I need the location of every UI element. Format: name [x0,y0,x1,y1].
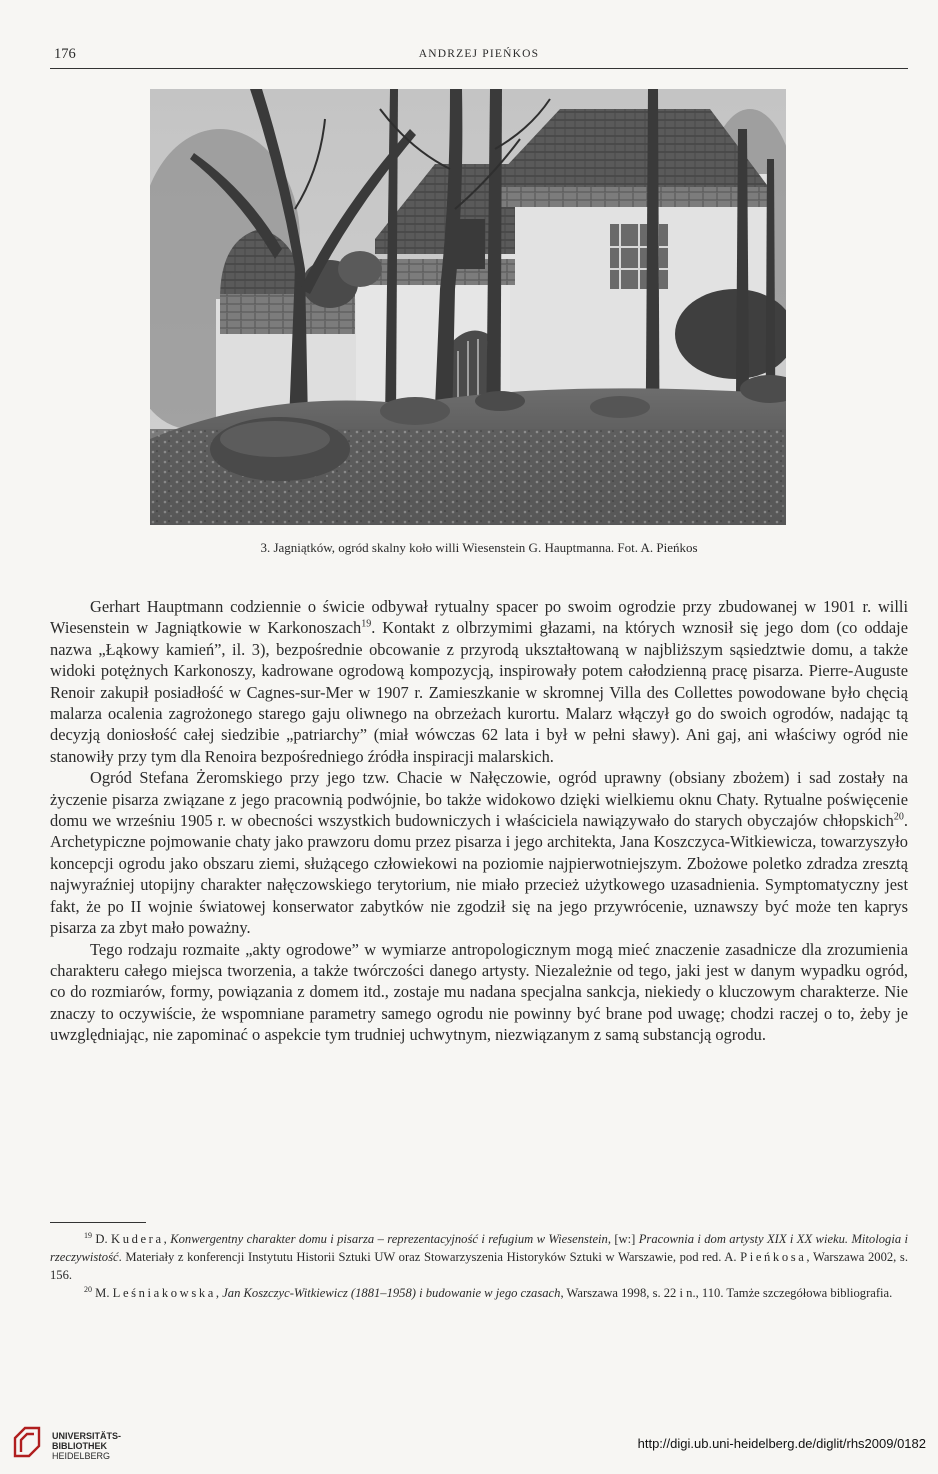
footnote: $^{19}$ D. Kudera, Konwergentny charakter domu i pisarza – reprezentacyjność i refugium w Wiesenstein, [w:] Pracownia i dom artysty XIX i XX wieku. Mitologia i rzeczywistość. Materiały z konferencji Instytutu Historii Sztuki UW oraz Stowarzyszenia Historyków Sztuki w Warszawie, pod red. A. Pieńkosa, Warszawa 2002, s. 156. [50,1230,908,1282]
page-number: 176 [54,46,76,62]
author-name: Leśniakowska [112,1286,216,1300]
footnote-number: 19 [84,1230,92,1240]
header-rule [50,68,908,69]
text-span: D. [95,1232,111,1246]
library-name-line: HEIDELBERG [52,1451,111,1461]
text-span: , [215,1286,223,1300]
library-name-line: BIBLIOTHEK [52,1441,107,1451]
text-span: . Kontakt z olbrzymimi głazami, na których wznosił się jego dom (co oddaje nazwa „Łąkowy kamień”, il. 3), bezpośrednie obcowanie z przyrodą ukształtowaną w najbliższym sąsiedztwie domu, a także widoki potężnych Karkonoszy, kadrowane ogrodową kompozycją, inspirowały potem całodzienną pracę pisarza. Pierre-Auguste Renoir zakupił posiadłość w Cagnes-sur-Mer w 1907 r. Zamieszkanie w skromnej Villa des Collettes powodowane było chęcią malarza ocalenia zagrożonego starego gaju oliwnego na obrzeżach kurortu. Malarz włączył go do swoich ogrodów, nadając tą decyzją doniosłość całej siedzibie „patriarchy” (miał wówczas 62 lata i był w pełni sławy). Ani gaj, ani właściwy ogród nie stanowiły przy tym dla Renoira bezpośredniego źródła inspiracji malarskich. [50,618,909,766]
footnote-ref: 20 [893,811,904,823]
text-span: , [w:] [607,1232,639,1246]
author-name: Kudera [111,1232,164,1246]
paragraph: Tego rodzaju rozmaite „akty ogrodowe” w wymiarze antropologicznym mogą mieć znaczenie zasadnicze dla zrozumienia charakteru całego miejsca tworzenia, a także twórczości danego artysty. Niezależnie od tego, jaki jest w danym wypadku ogród, co do rozmiarów, formy, powiązania z domem itd., zostaje mu nadana specjalna sankcja, niekiedy o kluczowym charakterze. Nie znaczy to oczywiście, że wspomniane parametry samego ogrodu nie powinny być brane pod uwagę; chodzi raczej o to, żeby je uwzględniając, nie zapominać o aspekcie tym trudniej uchwytnym, niezwiązanym z samą substancją ogrodu. [50,939,908,1045]
footnote-number: 20 [84,1284,92,1294]
paragraph [50,596,908,767]
library-logo-icon [12,1426,42,1458]
paragraph [50,767,908,938]
figure-caption: 3. Jagniątków, ogród skalny koło willi Wiesenstein G. Hauptmanna. Fot. A. Pieńkos [260,540,698,555]
text-span: . Archetypiczne pojmowanie chaty jako prawzoru domu przez pisarza i jego architekta, Jana Koszczyca-Witkiewicza, towarzyszyło koncepcji ogrodu jako obszaru ziemi, służącego człowiekowi na poziomie najpierwotniejszym. Zbożowe poletko zdradza zresztą najwyraźniej utopijny charakter nałęczowskiego terytorium, nie miało przecież użytkowego uzasadnienia. Symptomatyczny jest fakt, że po II wojnie światowej konserwator zabytków nie zgodził się na jego przywrócenie, uznawszy być może ten kaprys pisarza za zbyt mało poważny. [50,811,908,938]
work-title: Pracownia i dom artysty XIX i XX wieku. Mitologia i rzeczywistość [50,1232,908,1264]
source-url-link[interactable]: http://digi.ub.uni-heidelberg.de/diglit/rhs2009/0182 [637,1436,926,1451]
text-span: , Warszawa 1998, s. 22 i n., 110. Tamże szczegółowa bibliografia. [560,1286,893,1300]
text-span: , Warszawa 2002, s. 156. [50,1250,908,1282]
text-span: M. [95,1286,113,1300]
footnote-ref: 19 [361,618,372,630]
villa-photograph [150,89,786,525]
text-span: Ogród Stefana Żeromskiego przy jego tzw. Chacie w Nałęczowie, ogród uprawny (obsiany zbożem) i sad zostały na życzenie pisarza związane z jego pracownią podwójnie, bo także widokowo dzięki wielkiemu oknu Chaty. Rytualne poświęcenie domu we wrześniu 1905 r. w obecności wszystkich budowniczych i właściciela nawiązywało do starych obyczajów chłopskich [50,768,908,831]
footnote-rule [50,1222,146,1223]
work-title: Jan Koszczyc-Witkiewicz (1881–1958) i budowanie w jego czasach [222,1286,561,1300]
library-name-line: UNIVERSITÄTS- [52,1431,122,1441]
digital-library-footer [0,1408,938,1474]
main-text [50,596,908,1046]
library-name [52,1431,121,1461]
text-span: Gerhart Hauptmann codziennie o świcie odbywał rytualny spacer po swoim ogrodzie przy zbudowanej w 1901 r. willi Wiesenstein w Jagniątkowie w Karkonoszach [50,597,908,638]
editor-name: Pieńkosa [740,1250,807,1264]
footnote [50,1284,908,1302]
work-title: Konwergentny charakter domu i pisarza – reprezentacyjność i refugium w Wiesenstein [170,1232,608,1246]
footnotes [50,1230,908,1302]
text-span: . Materiały z konferencji Instytutu Historii Sztuki UW oraz Stowarzyszenia Historyków Sztuki w Warszawie, pod red. A. [118,1250,741,1264]
page-header [50,44,908,68]
running-head: ANDRZEJ PIEŃKOS [418,48,540,60]
